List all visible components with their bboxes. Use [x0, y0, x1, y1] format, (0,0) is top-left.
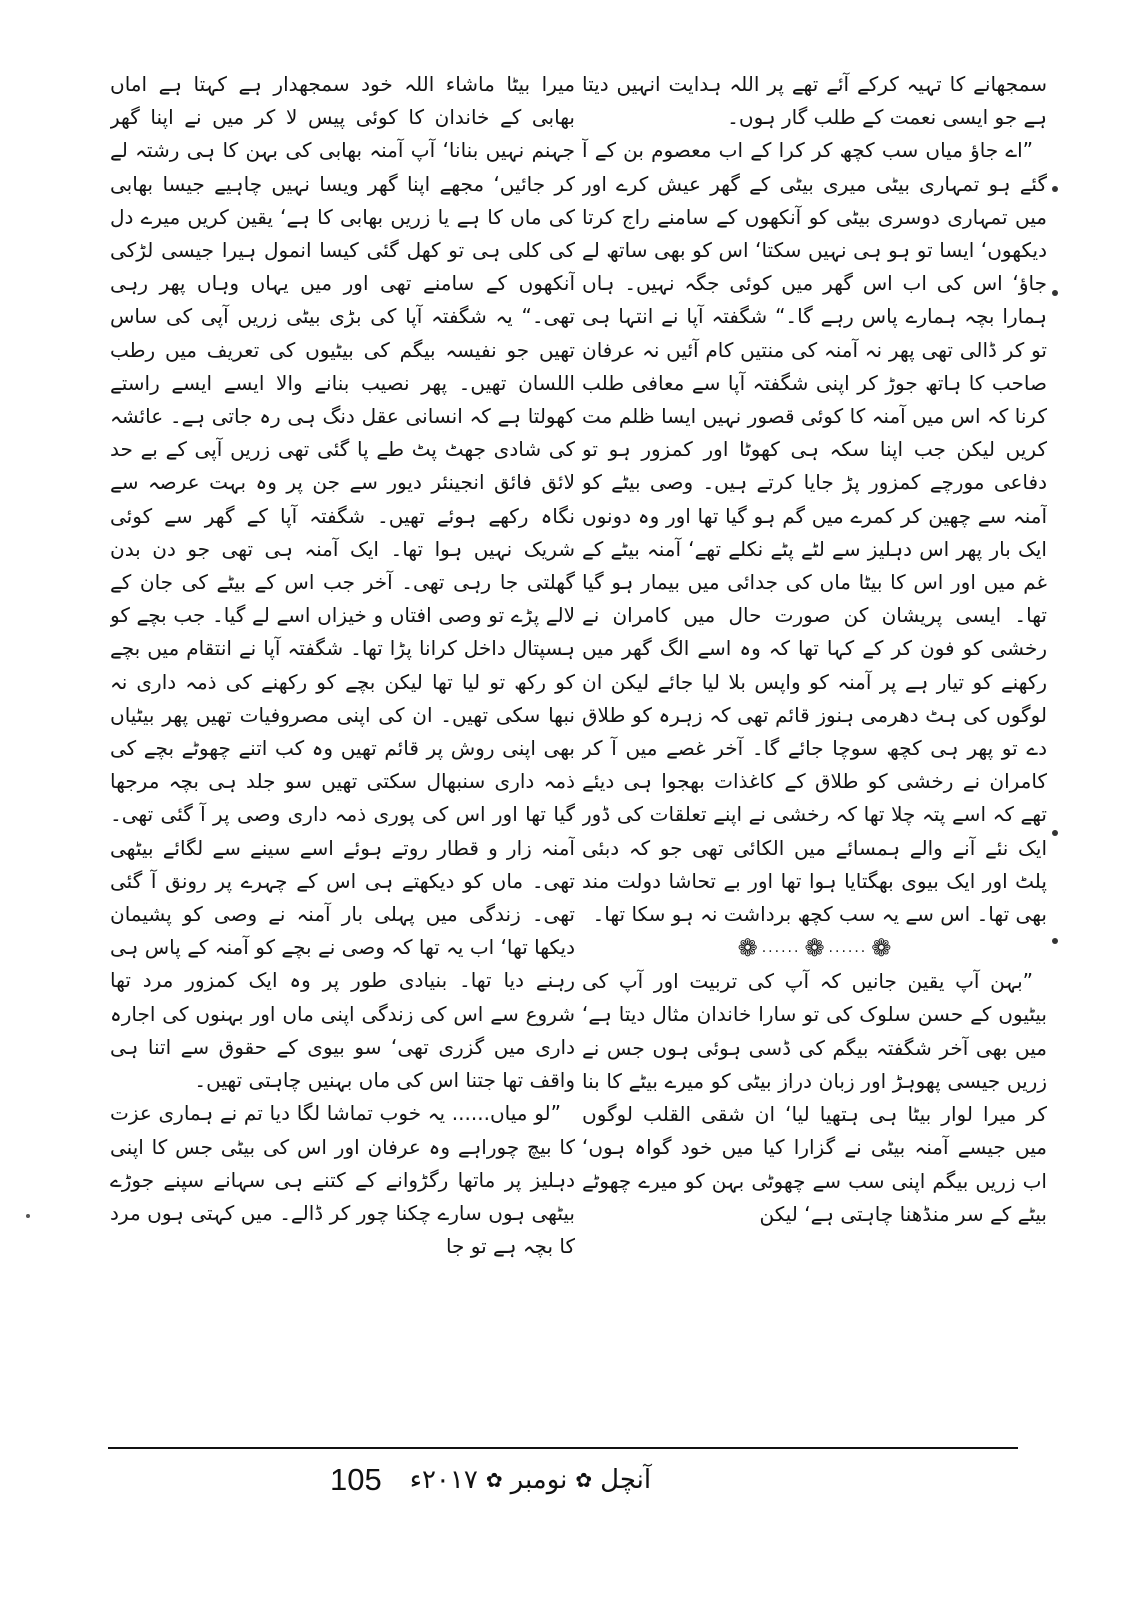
page-number: 105 [330, 1462, 382, 1497]
flower-ornament-icon: ❁ [804, 934, 825, 963]
margin-dot [1052, 290, 1058, 296]
flower-separator-icon: ✿ [485, 1468, 503, 1492]
paragraph: ”اے جاؤ میاں سب کچھ کر کرا کے اب معصوم بن کے آ گئے ہو تمہاری بیٹی میری بیٹی کے گھر عیش کرے اور میں تمہاری دوسری بیٹی کو آنکھوں کے سامنے راج کرتا دیکھوں‘ ایسا تو ہو ہی نہیں سکتا‘ اس کو بھی ساتھ لے جاؤ‘ اس کی اب اس گھر میں کوئی جگہ نہیں۔ ہاں ہمارا بچہ ہمارے پاس رہے گا۔“ شگفتہ آپا نے انتہا ہی تو کر ڈالی تھی پھر نہ آمنہ کی منتیں کام آئیں نہ عرفان صاحب کا ہاتھ جوڑ کر اپنی شگفتہ آپا سے معافی طلب کرنا کہ اس میں آمنہ کا کوئی قصور نہیں ایسا ظلم مت کریں لیکن جب اپنا سکہ ہی کھوٹا اور کمزور ہو تو دفاعی مورچے کمزور پڑ جایا کرتے ہیں۔ وصی بیٹے کو آمنہ سے چھین کر کمرے میں گم ہو گیا تھا اور وہ دونوں ایک بار پھر اس دہلیز سے لٹے پٹے نکلے تھے‘ آمنہ بیٹے کے غم میں اور اس کا بیٹا ماں کی جدائی میں بیمار ہو گیا تھا۔ ایسی پریشان کن صورت حال میں کامران نے رخشی کو فون کر کے کہا تھا کہ وہ اسے الگ گھر میں رکھنے کو تیار ہے پر آمنہ کو واپس بلا لیا جائے لیکن ان لوگوں کی ہٹ دھرمی ہنوز قائم تھی کہ زہرہ کو طلاق دے تو پھر ہی کچھ سوچا جائے گا۔ آخر غصے میں آ کر کامران نے رخشی کو طلاق کے کاغذات بھجوا ہی دیئے تھے کہ اسے پتہ چلا تھا کہ رخشی نے اپنے تعلقات کی ڈور ایک نئے آنے والے ہمسائے میں الکائی تھی جو کہ دبئی پلٹ اور ایک بیوی بھگتایا ہوا تھا اور بے تحاشا دولت مند بھی تھا۔ اس سے یہ سب کچھ برداشت نہ ہو سکا تھا۔ [582, 138, 1047, 927]
divider-dots: ...... [828, 939, 868, 956]
margin-dot [1052, 938, 1058, 944]
paragraph: ”بہن آپ یقین جانیں کہ آپ کی تربیت اور آپ کی بیٹیوں کے حسن سلوک کی تو سارا خاندان مثال دیتا ہے‘ میں بھی آخر شگفتہ بیگم کی ڈسی ہوئی ہوں جس نے زریں جیسی پھوہڑ اور زبان دراز بیٹی کو میرے بیٹے کا بنا کر میرا لوار بیٹا ہی ہتھیا لیا‘ ان شقی القلب لوگوں میں جیسے آمنہ بیٹی نے گزارا کیا میں خود گواہ ہوں‘ اب زریں بیگم اپنی سب سے چھوٹی بہن کو میرے چھوٹے بیٹے کے سر منڈھنا چاہتی ہے‘ لیکن [582, 969, 1047, 1226]
flower-separator-icon: ✿ [575, 1468, 593, 1492]
divider-dots: ...... [761, 939, 801, 956]
page-footer [330, 1455, 750, 1505]
flower-ornament-icon: ❁ [871, 934, 892, 963]
right-text-column [582, 68, 1047, 1446]
magazine-name: آنچل [600, 1465, 652, 1495]
flower-ornament-icon: ❁ [737, 934, 758, 963]
issue-info [410, 1465, 651, 1495]
left-text-column [110, 68, 575, 1446]
paragraph: میرا بیٹا ماشاء اللہ خود سمجھدار ہے کہتا ہے اماں بھابی کے خاندان کا کوئی پیس لا کر میں نے اپنا گھر جہنم نہیں بنانا‘ آپ آمنہ بھابی کی بہن کا ہی رشتہ لے کر جائیں‘ مجھے اپنا گھر ویسا نہیں چاہیے جیسا بھابی کی ماں کا ہے یا زریں بھابی کا ہے‘ یقین کریں میرے دل کی کلی ہی تو کھل گئی کیسا انمول ہیرا جیسی لڑکی آنکھوں کے سامنے تھی اور میں یہاں وہاں پھر رہی تھی۔“ یہ شگفتہ آپا کی بڑی بیٹی زریں آپی کی ساس تھیں جو نفیسہ بیگم کی بیٹیوں کی تعریف میں رطب اللسان تھیں۔ پھر نصیب بنانے والا ایسے ایسے راستے کھولتا ہے کہ انسانی عقل دنگ ہی رہ جاتی ہے۔ عائشہ کی شادی جھٹ پٹ طے پا گئی تھی زریں آپی کے بے حد لائق فائق انجینئر دیور سے جن پر وہ بہت عرصہ سے نگاہ رکھے ہوئے تھیں۔ شگفتہ آپا کے گھر سے کوئی شریک نہیں ہوا تھا۔ ایک آمنہ ہی تھی جو دن بدن گھلتی جا رہی تھی۔ آخر جب اس کے بیٹے کی جان کے لالے پڑے تو وصی افتاں و خیزاں اسے لے گیا۔ جب بچے کو ہسپتال داخل کرانا پڑا تھا۔ شگفتہ آپا نے انتقام میں بچے کو رکھ تو لیا تھا لیکن بچے کو رکھنے کی ذمہ داری نہ نبھا سکی تھیں۔ ان کی اپنی مصروفیات تھیں پھر بیٹیاں بھی اپنی روش پر قائم تھیں وہ کب اتنے چھوٹے بچے کی ذمہ داری سنبھال سکتی تھیں سو جلد ہی بچہ مرجھا گیا تھا اور اس کی پوری ذمہ داری وصی پر آ گئی تھی۔ آمنہ زار و قطار روتے ہوئے اسے سینے سے لگائے بیٹھی تھی۔ ماں کو دیکھتے ہی اس کے چہرے پر رونق آ گئی تھی۔ زندگی میں پہلی بار آمنہ نے وصی کو پشیمان دیکھا تھا‘ اب یہ تھا کہ وصی نے بچے کو آمنہ کے پاس ہی رہنے دیا تھا۔ بنیادی طور پر وہ ایک کمزور مرد تھا شروع سے اس کی زندگی اپنی ماں اور بہنوں کی اجارہ داری میں گزری تھی‘ سو بیوی کے حقوق سے اتنا ہی واقف تھا جتنا اس کی ماں بہنیں چاہتی تھیں۔ [110, 72, 575, 1093]
section-divider [582, 931, 1047, 965]
paragraph: سمجھانے کا تہیہ کرکے آئے تھے پر اللہ ہدایت انہیں دیتا ہے جو ایسی نعمت کے طلب گار ہوں۔ [582, 72, 1047, 130]
margin-dot [26, 1214, 30, 1218]
margin-dot [1052, 186, 1058, 192]
issue-year: ۲۰۱۷ء [409, 1465, 478, 1495]
margin-dot [1052, 830, 1058, 836]
paragraph: ”لو میاں...... یہ خوب تماشا لگا دیا تم نے ہماری عزت کا بیچ چوراہے وہ عرفان اور اس کی بیٹی جس کا اپنی دہلیز پر ماتھا رگڑوانے کے کتنے ہی سہانے سپنے جوڑے بیٹھی ہوں سارے چکنا چور کر ڈالے۔ میں کہتی ہوں مرد کا بچہ ہے تو جا [110, 1101, 575, 1259]
issue-month: نومبر [510, 1465, 568, 1495]
footer-rule [108, 1447, 1018, 1449]
